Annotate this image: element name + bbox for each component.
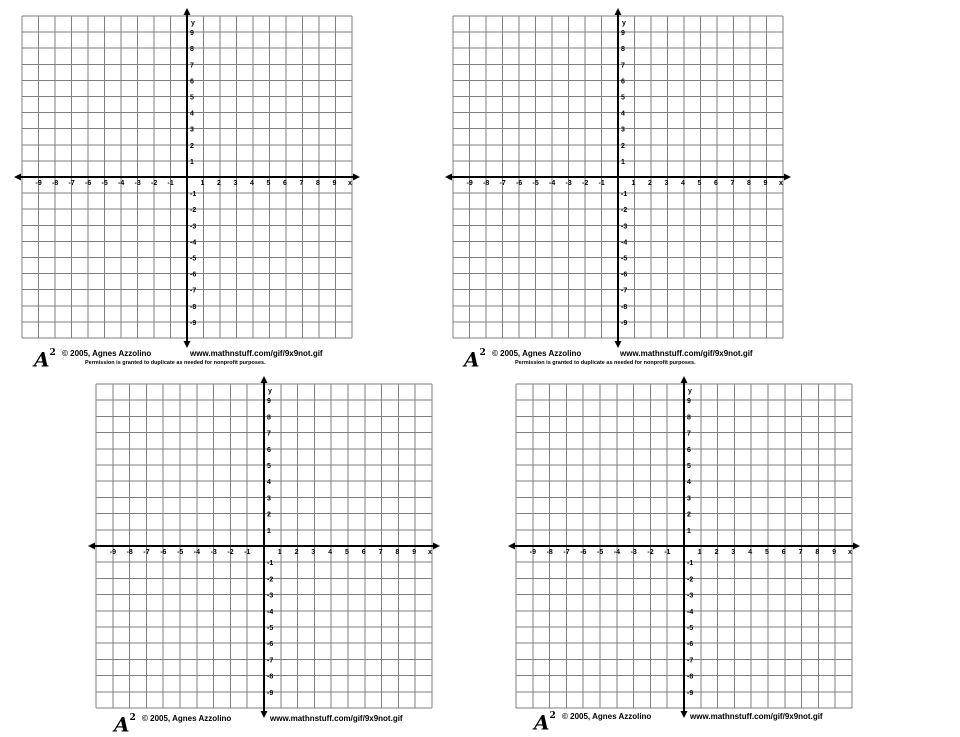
y-tick-label: 7 <box>621 62 625 70</box>
y-tick-label: -1 <box>621 191 628 199</box>
x-tick-label: -7 <box>68 180 75 187</box>
x-tick-label: 7 <box>299 180 304 187</box>
x-tick-label: 5 <box>345 549 349 556</box>
y-tick-label: 1 <box>687 527 691 535</box>
y-tick-label: -6 <box>621 271 628 279</box>
x-tick-label: 4 <box>748 549 753 556</box>
x-tick-label: 3 <box>233 180 238 187</box>
x-axis-label: x <box>848 549 852 556</box>
y-tick-label: 8 <box>267 414 271 422</box>
copyright-text: © 2005, Agnes Azzolino <box>62 349 152 358</box>
y-tick-label: -4 <box>687 608 694 616</box>
y-axis-arrow-up <box>615 8 622 15</box>
copyright-text: © 2005, Agnes Azzolino <box>142 714 232 723</box>
y-tick-label: 4 <box>267 479 271 487</box>
x-tick-label: 3 <box>731 549 736 556</box>
x-axis-label: x <box>428 549 432 556</box>
x-tick-label: -8 <box>126 549 133 556</box>
y-axis-label: y <box>268 388 272 395</box>
logo-power: 2 <box>49 348 56 358</box>
x-axis-arrow-right <box>784 174 791 181</box>
y-tick-label: 7 <box>687 430 691 438</box>
copyright-text: © 2005, Agnes Azzolino <box>492 349 582 358</box>
x-tick-label: 1 <box>631 180 636 187</box>
x-tick-label: -3 <box>630 549 637 556</box>
y-tick-label: -3 <box>687 592 694 600</box>
y-tick-label: 7 <box>190 62 194 70</box>
y-tick-label: -1 <box>267 560 274 568</box>
source-url[interactable]: www.mathnstuff.com/gif/9x9not.gif <box>690 712 823 721</box>
x-tick-label: -1 <box>244 549 251 556</box>
footer-bottom-left <box>114 714 424 736</box>
y-tick-label: 8 <box>687 414 691 422</box>
y-tick-label: -9 <box>621 319 628 327</box>
x-tick-label: -5 <box>597 549 604 556</box>
logo-letter: A <box>534 710 550 735</box>
x-tick-label: -3 <box>134 180 141 187</box>
x-tick-label: -3 <box>210 549 217 556</box>
y-axis-arrow-up <box>184 8 191 15</box>
y-tick-label: 3 <box>687 495 691 503</box>
x-axis-arrow-right <box>853 543 860 550</box>
y-tick-label: 4 <box>687 479 691 487</box>
y-axis-arrow-down <box>615 341 622 348</box>
x-tick-label: -7 <box>499 180 506 187</box>
x-tick-label: 6 <box>781 549 786 556</box>
x-tick-label: -8 <box>546 549 553 556</box>
y-tick-label: -7 <box>687 657 694 665</box>
y-tick-label: -1 <box>190 191 197 199</box>
footer-bottom-right <box>534 712 844 734</box>
x-tick-label: 2 <box>294 549 299 556</box>
y-tick-label: 5 <box>267 463 271 470</box>
x-tick-label: 5 <box>697 180 702 187</box>
y-tick-label: 9 <box>190 30 194 38</box>
y-tick-label: -2 <box>267 576 274 584</box>
x-tick-label: 4 <box>681 180 685 187</box>
x-tick-label: 3 <box>664 180 669 187</box>
x-tick-label: 7 <box>378 549 383 556</box>
y-tick-label: 5 <box>687 463 691 470</box>
y-tick-label: 3 <box>621 126 625 134</box>
x-tick-label: -5 <box>177 549 184 556</box>
source-url[interactable]: www.mathnstuff.com/gif/9x9not.gif <box>620 349 753 358</box>
y-tick-label: -9 <box>190 319 197 327</box>
x-tick-label: -2 <box>647 549 654 556</box>
x-axis-arrow-right <box>433 543 440 550</box>
x-tick-label: -6 <box>580 549 587 556</box>
x-tick-label: 9 <box>412 549 417 556</box>
x-tick-label: 6 <box>283 180 287 187</box>
x-tick-label: 1 <box>697 549 702 556</box>
y-tick-label: 1 <box>190 158 194 166</box>
x-tick-label: -5 <box>532 180 539 187</box>
logo-power: 2 <box>129 713 136 723</box>
x-tick-label: 6 <box>361 549 366 556</box>
y-tick-label: 2 <box>267 511 271 519</box>
y-tick-label: 6 <box>190 78 194 86</box>
y-tick-label: 6 <box>267 446 271 454</box>
y-tick-label: -3 <box>267 592 274 600</box>
y-tick-label: -8 <box>621 303 628 311</box>
x-axis-label: x <box>779 180 783 187</box>
logo-mark <box>534 710 556 733</box>
y-tick-label: -2 <box>621 207 628 215</box>
y-tick-label: -1 <box>687 560 694 568</box>
x-tick-label: -3 <box>565 180 572 187</box>
y-tick-label: -8 <box>190 303 197 311</box>
y-tick-label: -7 <box>621 287 628 295</box>
y-tick-label: -4 <box>621 239 628 247</box>
x-tick-label: -1 <box>664 549 671 556</box>
x-tick-label: 8 <box>395 549 400 556</box>
x-tick-label: 5 <box>266 180 271 187</box>
y-tick-label: -5 <box>621 255 628 263</box>
y-tick-label: -3 <box>621 223 628 231</box>
y-tick-label: 9 <box>267 398 271 406</box>
y-axis-arrow-up <box>261 376 268 383</box>
y-tick-label: -5 <box>190 255 197 263</box>
x-axis-arrow-left <box>88 543 95 550</box>
source-url[interactable]: www.mathnstuff.com/gif/9x9not.gif <box>270 714 403 723</box>
grid-bottom-left <box>96 384 432 720</box>
x-tick-label: 2 <box>714 549 719 556</box>
x-tick-label: -9 <box>466 180 473 187</box>
x-axis-arrow-left <box>445 174 452 181</box>
x-tick-label: -9 <box>35 180 42 187</box>
x-tick-label: 1 <box>200 180 205 187</box>
logo-power: 2 <box>479 348 486 358</box>
y-tick-label: -4 <box>190 239 197 247</box>
footer-top-right <box>464 349 774 371</box>
y-tick-label: 1 <box>621 158 625 166</box>
y-tick-label: -8 <box>687 673 694 681</box>
x-axis-arrow-right <box>353 174 360 181</box>
logo-letter: A <box>114 712 130 737</box>
logo-mark <box>34 347 56 370</box>
y-axis-arrow-up <box>681 376 688 383</box>
x-tick-label: -4 <box>549 180 556 187</box>
y-tick-label: 4 <box>190 110 194 118</box>
x-tick-label: 7 <box>730 180 735 187</box>
y-tick-label: 8 <box>190 46 194 54</box>
x-tick-label: -4 <box>193 549 201 556</box>
grid-top-left <box>22 16 352 350</box>
x-tick-label: 8 <box>316 180 320 187</box>
permission-note: Permission is granted to duplicate as needed for nonprofit purposes. <box>515 360 696 366</box>
x-tick-label: 7 <box>798 549 803 556</box>
y-tick-label: -8 <box>267 673 274 681</box>
x-tick-label: 6 <box>714 180 718 187</box>
x-tick-label: 2 <box>648 180 652 187</box>
logo-letter: A <box>34 347 50 372</box>
y-tick-label: 3 <box>267 495 271 503</box>
permission-note: Permission is granted to duplicate as needed for nonprofit purposes. <box>85 360 266 366</box>
x-tick-label: -9 <box>529 549 537 556</box>
y-tick-label: -5 <box>267 625 274 632</box>
x-tick-label: -1 <box>167 180 174 187</box>
x-tick-label: -6 <box>160 549 167 556</box>
y-axis-label: y <box>688 388 692 395</box>
logo-mark <box>464 347 486 370</box>
x-tick-label: -7 <box>563 549 570 556</box>
x-tick-label: -8 <box>52 180 59 187</box>
logo-power: 2 <box>549 711 556 721</box>
y-tick-label: 9 <box>621 30 625 38</box>
y-tick-label: 2 <box>687 511 691 519</box>
y-tick-label: -2 <box>190 207 197 215</box>
x-tick-label: -6 <box>85 180 92 187</box>
y-tick-label: 2 <box>190 142 194 150</box>
x-tick-label: -4 <box>118 180 125 187</box>
x-tick-label: -8 <box>483 180 490 187</box>
y-tick-label: -7 <box>267 657 274 665</box>
x-tick-label: 1 <box>277 549 282 556</box>
x-axis-label: x <box>348 180 352 187</box>
logo-letter: A <box>464 347 480 372</box>
y-tick-label: 7 <box>267 430 271 438</box>
y-tick-label: -6 <box>267 641 274 649</box>
y-tick-label: -6 <box>687 641 694 649</box>
y-tick-label: 6 <box>687 446 691 454</box>
y-tick-label: 1 <box>267 527 271 535</box>
x-tick-label: 9 <box>763 180 768 187</box>
y-tick-label: -9 <box>267 689 274 697</box>
x-tick-label: 8 <box>815 549 820 556</box>
footer-top-left <box>34 349 344 371</box>
x-tick-label: 9 <box>332 180 337 187</box>
x-tick-label: -2 <box>227 549 234 556</box>
y-tick-label: 3 <box>190 126 194 134</box>
x-tick-label: -2 <box>582 180 589 187</box>
x-axis-arrow-left <box>508 543 515 550</box>
y-tick-label: 8 <box>621 46 625 54</box>
x-tick-label: -1 <box>598 180 605 187</box>
x-tick-label: -6 <box>516 180 523 187</box>
logo-mark <box>114 712 136 735</box>
y-tick-label: 5 <box>190 94 194 102</box>
y-tick-label: -9 <box>687 689 694 697</box>
x-tick-label: -9 <box>109 549 117 556</box>
x-tick-label: 4 <box>328 549 333 556</box>
y-tick-label: 9 <box>687 398 691 406</box>
x-tick-label: 2 <box>217 180 221 187</box>
y-tick-label: -6 <box>190 271 197 279</box>
x-tick-label: -5 <box>101 180 108 187</box>
x-tick-label: -4 <box>613 549 621 556</box>
y-tick-label: -3 <box>190 223 197 231</box>
y-tick-label: 2 <box>621 142 625 150</box>
x-tick-label: 4 <box>250 180 254 187</box>
grid-bottom-right <box>516 384 852 720</box>
y-tick-label: 5 <box>621 94 625 102</box>
grid-top-right <box>453 16 783 350</box>
y-tick-label: -5 <box>687 625 694 632</box>
y-axis-label: y <box>622 20 626 27</box>
x-tick-label: 3 <box>311 549 316 556</box>
copyright-text: © 2005, Agnes Azzolino <box>562 712 652 721</box>
y-tick-label: -7 <box>190 287 197 295</box>
x-tick-label: -2 <box>151 180 158 187</box>
y-axis-label: y <box>191 20 195 27</box>
y-tick-label: 4 <box>621 110 625 118</box>
x-tick-label: 9 <box>832 549 837 556</box>
y-axis-arrow-down <box>184 341 191 348</box>
y-tick-label: -2 <box>687 576 694 584</box>
source-url[interactable]: www.mathnstuff.com/gif/9x9not.gif <box>190 349 323 358</box>
y-tick-label: -4 <box>267 608 274 616</box>
x-axis-arrow-left <box>14 174 21 181</box>
x-tick-label: -7 <box>143 549 150 556</box>
x-tick-label: 5 <box>765 549 769 556</box>
x-tick-label: 8 <box>747 180 751 187</box>
y-tick-label: 6 <box>621 78 625 86</box>
